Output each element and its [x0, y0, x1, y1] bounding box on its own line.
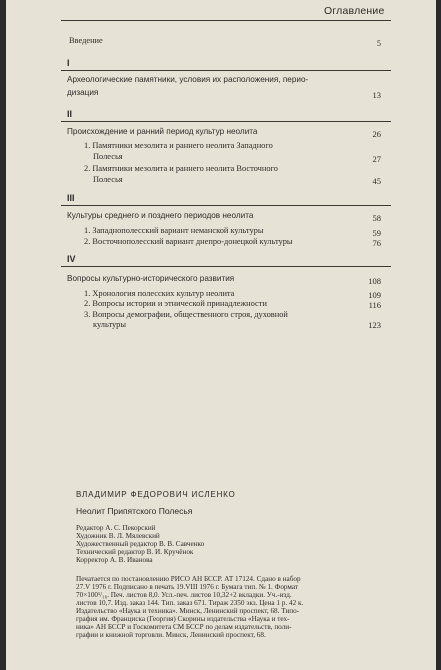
- chapter-page: 58: [372, 213, 381, 223]
- chapter-page: 26: [372, 129, 381, 139]
- toc-item-line: 1. Западнополесский вариант неманской культуры: [84, 226, 264, 235]
- colophon-author: ВЛАДИМИР ФЕДОРОВИЧ ИСЛЕНКО: [76, 490, 236, 499]
- section-numeral: III: [67, 193, 75, 203]
- toc-intro-label: Введение: [69, 36, 103, 45]
- chapter-page: 108: [368, 276, 381, 286]
- colophon-imprint-line: Издательство «Наука и техника». Минск, Ленинский проспект, 68. Типо-: [76, 607, 300, 615]
- chapter-title-line: Происхождение и ранний период культур неолита: [67, 127, 258, 136]
- colophon-imprint-line: Печатается по постановлению РИСО АН БССР. АТ 17124. Сдано в набор: [76, 575, 301, 583]
- toc-item-page: 27: [372, 154, 381, 164]
- colophon-imprint-line: листов 10,7. Изд. заказ 144. Тип. заказ 671. Тираж 2350 экз. Цена 1 р. 42 к.: [76, 599, 304, 607]
- toc-item-line: 3. Вопросы демографии, общественного строя, духовной: [84, 310, 288, 319]
- toc-item-page: 109: [368, 290, 381, 300]
- toc-item-line: Полесья: [93, 152, 123, 161]
- book-page: [6, 0, 436, 670]
- section-rule: [61, 121, 391, 122]
- colophon-staff-line: Художественный редактор В. В. Савченко: [76, 540, 205, 548]
- section-rule: [61, 70, 391, 71]
- chapter-title-line: дизация: [67, 88, 99, 97]
- toc-item-page: 116: [368, 300, 381, 310]
- toc-item-line: 2. Восточнополесский вариант днепро-донецкой культуры: [84, 237, 293, 246]
- colophon-staff-line: Редактор А. С. Пекорский: [76, 524, 156, 532]
- colophon-staff-line: Художник В. Л. Мялевский: [76, 532, 160, 540]
- section-numeral: IV: [67, 254, 76, 264]
- section-numeral: II: [67, 109, 73, 119]
- chapter-page: 13: [372, 90, 381, 100]
- toc-item-line: Полесья: [93, 175, 123, 184]
- header-rule: [61, 20, 391, 21]
- toc-item-line: культуры: [93, 320, 126, 329]
- section-numeral: I: [67, 58, 70, 68]
- page-header-title: Оглавление: [324, 5, 385, 17]
- toc-item-page: 123: [368, 320, 381, 330]
- chapter-title-line: Культуры среднего и позднего периодов неолита: [67, 211, 254, 220]
- toc-item-line: 1. Хронология полесских культур неолита: [84, 289, 235, 298]
- colophon-staff-line: Технический редактор В. И. Кручёнок: [76, 548, 194, 556]
- colophon-imprint-line: графии и книжной торговли. Минск, Ленинский проспект, 68.: [76, 631, 266, 639]
- chapter-title-line: Вопросы культурно-исторического развития: [67, 274, 235, 283]
- colophon-imprint-line: 27.V 1976 г. Подписано в печать 19.VIII 1976 г. Бумага тип. № 1. Формат: [76, 583, 299, 591]
- colophon-imprint-line: графия им. Франциска (Георгия) Скорины издательства «Наука и тех-: [76, 615, 290, 623]
- toc-item-line: 2. Вопросы истории и этнической принадлежности: [84, 299, 267, 308]
- colophon-imprint-line: 70×100¹/₁₆. Печ. листов 8,0. Усл.-печ. листов 10,32+2 вкладки. Уч.-изд.: [76, 591, 292, 599]
- section-rule: [61, 266, 391, 267]
- toc-item-page: 76: [372, 238, 381, 248]
- colophon-staff-line: Корректор А. В. Иванова: [76, 556, 153, 564]
- section-rule: [61, 205, 391, 206]
- toc-item-page: 59: [372, 228, 381, 238]
- colophon-title: Неолит Припятского Полесья: [76, 506, 193, 516]
- toc-item-page: 45: [372, 176, 381, 186]
- toc-item-line: 2. Памятники мезолита и раннего неолита Восточного: [84, 164, 278, 173]
- toc-intro-page: 5: [376, 38, 381, 48]
- colophon-imprint-line: ника» АН БССР и Госкомитета СМ БССР по делам издательств, поли-: [76, 623, 292, 631]
- toc-item-line: 1. Памятники мезолита и раннего неолита Западного: [84, 141, 273, 150]
- chapter-title-line: Археологические памятники, условия их расположения, перио-: [67, 75, 309, 84]
